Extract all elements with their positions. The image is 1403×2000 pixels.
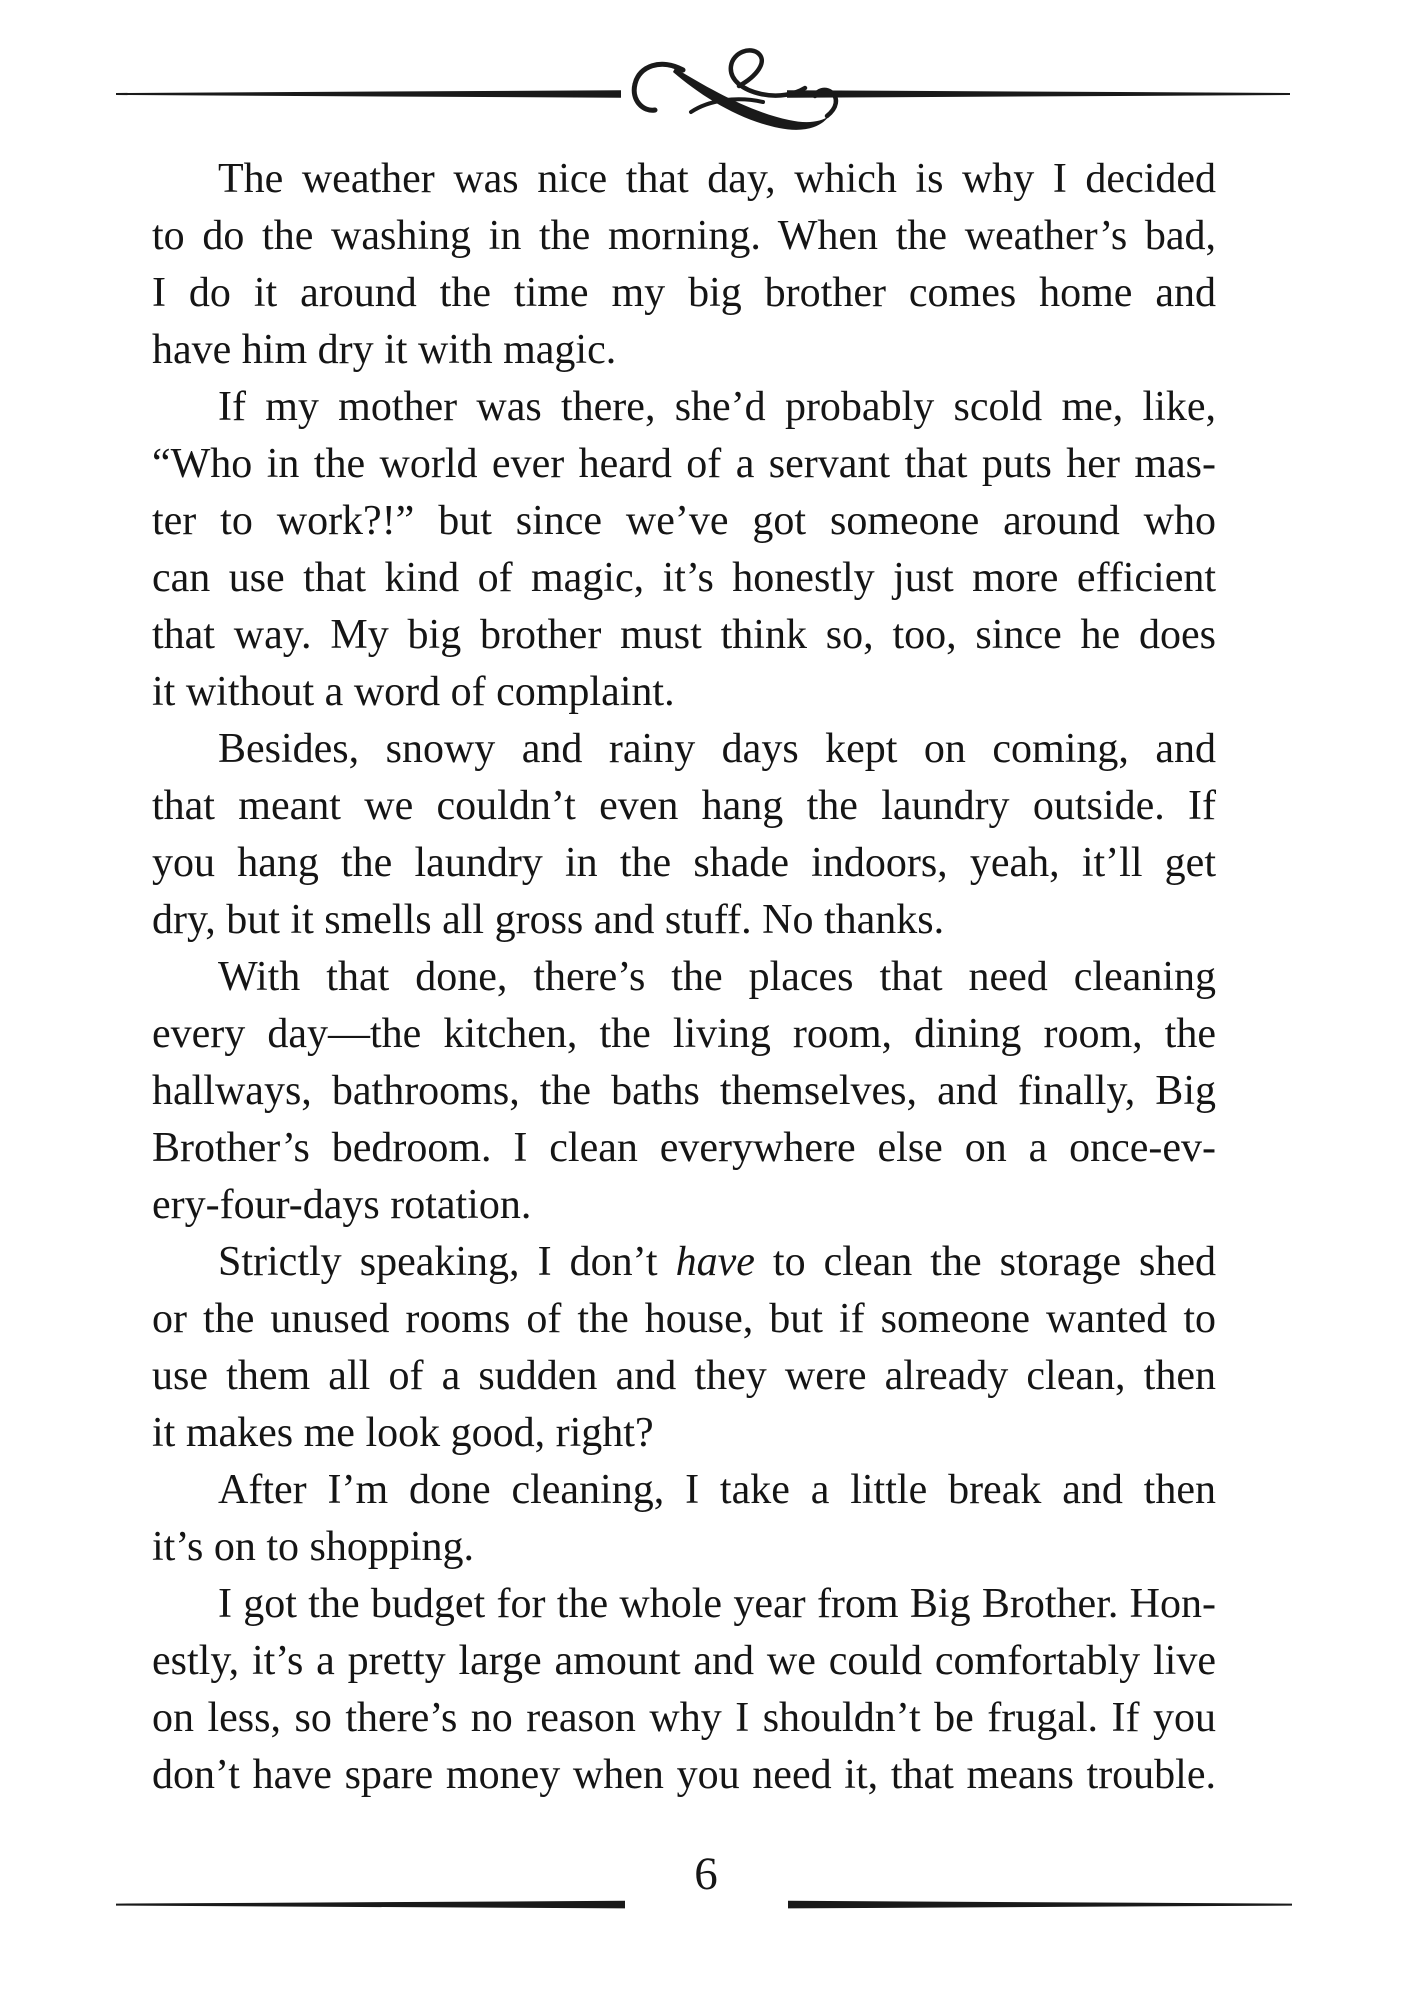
text-line	[152, 1234, 1216, 1291]
text-line	[152, 550, 1216, 607]
text-segment: The weather was nice that day, which is why I decided	[218, 156, 1216, 202]
text-segment: it’s on to shopping.	[152, 1524, 475, 1570]
text-segment: I got the budget for the whole year from Big Brother. Hon-	[218, 1581, 1216, 1627]
text-segment: have him dry it with magic.	[152, 327, 617, 373]
paragraph	[152, 721, 1216, 949]
text-line	[152, 835, 1216, 892]
text-line	[152, 1462, 1216, 1519]
text-line	[152, 1747, 1216, 1804]
text-line	[152, 493, 1216, 550]
text-line	[152, 1291, 1216, 1348]
text-line	[152, 1633, 1216, 1690]
text-line	[152, 1348, 1216, 1405]
paragraph	[152, 1576, 1216, 1804]
text-line	[152, 664, 1216, 721]
text-line	[152, 892, 1216, 949]
text-segment: to do the washing in the morning. When the weather’s bad,	[152, 213, 1216, 259]
text-segment: After I’m done cleaning, I take a little break and then	[218, 1467, 1216, 1513]
text-segment: on less, so there’s no reason why I shouldn’t be frugal. If you	[152, 1695, 1216, 1741]
text-segment: dry, but it smells all gross and stuff. No thanks.	[152, 897, 945, 943]
text-segment: that way. My big brother must think so, too, since he does	[152, 612, 1216, 658]
text-line	[152, 379, 1216, 436]
text-line	[152, 778, 1216, 835]
text-segment: With that done, there’s the places that need cleaning	[218, 954, 1216, 1000]
text-segment: ery-four-days rotation.	[152, 1182, 532, 1228]
paragraph	[152, 379, 1216, 721]
flourish-swirl-icon	[634, 50, 836, 129]
text-line	[152, 1405, 1216, 1462]
flourish-divider-icon	[116, 46, 1290, 150]
text-line	[152, 151, 1216, 208]
text-segment: hallways, bathrooms, the baths themselves, and finally, Big	[152, 1068, 1216, 1114]
text-segment: can use that kind of magic, it’s honestly just more efficient	[152, 555, 1216, 601]
text-segment: I do it around the time my big brother comes home and	[152, 270, 1216, 316]
text-segment: Besides, snowy and rainy days kept on coming, and	[218, 726, 1216, 772]
text-line	[152, 208, 1216, 265]
text-segment: ter to work?!” but since we’ve got someone around who	[152, 498, 1216, 544]
text-line	[152, 721, 1216, 778]
text-segment: Strictly speaking, I don’t	[218, 1239, 676, 1285]
text-line	[152, 1006, 1216, 1063]
text-line	[152, 949, 1216, 1006]
text-line	[152, 1576, 1216, 1633]
text-segment: estly, it’s a pretty large amount and we could comfortably live	[152, 1638, 1216, 1684]
text-segment: If my mother was there, she’d probably scold me, like,	[218, 384, 1216, 430]
text-line	[152, 1063, 1216, 1120]
paragraph	[152, 949, 1216, 1234]
text-line	[152, 607, 1216, 664]
text-segment: Brother’s bedroom. I clean everywhere else on a once-ev-	[152, 1125, 1216, 1171]
text-segment: every day—the kitchen, the living room, dining room, the	[152, 1011, 1216, 1057]
text-line	[152, 1690, 1216, 1747]
body-text	[152, 151, 1216, 1804]
text-segment: use them all of a sudden and they were already clean, then	[152, 1353, 1216, 1399]
text-segment: or the unused rooms of the house, but if someone wanted to	[152, 1296, 1216, 1342]
text-segment: it makes me look good, right?	[152, 1410, 654, 1456]
text-line	[152, 322, 1216, 379]
footer-rule-left	[116, 1901, 625, 1909]
text-segment: it without a word of complaint.	[152, 669, 675, 715]
paragraph	[152, 1462, 1216, 1576]
text-segment: you hang the laundry in the shade indoors, yeah, it’ll get	[152, 840, 1216, 886]
text-line	[152, 1177, 1216, 1234]
text-line	[152, 436, 1216, 493]
footer-rule-right	[788, 1901, 1292, 1909]
header-rule-right	[787, 90, 1290, 98]
text-segment: that meant we couldn’t even hang the laundry outside. If	[152, 783, 1216, 829]
text-line	[152, 1519, 1216, 1576]
text-line	[152, 1120, 1216, 1177]
text-line	[152, 265, 1216, 322]
page-number: 6	[694, 1848, 718, 1900]
text-segment: to clean the storage shed	[754, 1239, 1217, 1285]
text-segment: “Who in the world ever heard of a servant that puts her mas-	[152, 441, 1216, 487]
paragraph	[152, 151, 1216, 379]
page-footer	[116, 1848, 1292, 1915]
header-rule-left	[116, 90, 621, 98]
text-segment: don’t have spare money when you need it, that means trouble.	[152, 1752, 1216, 1798]
paragraph	[152, 1234, 1216, 1462]
italic-text: have	[675, 1239, 755, 1285]
